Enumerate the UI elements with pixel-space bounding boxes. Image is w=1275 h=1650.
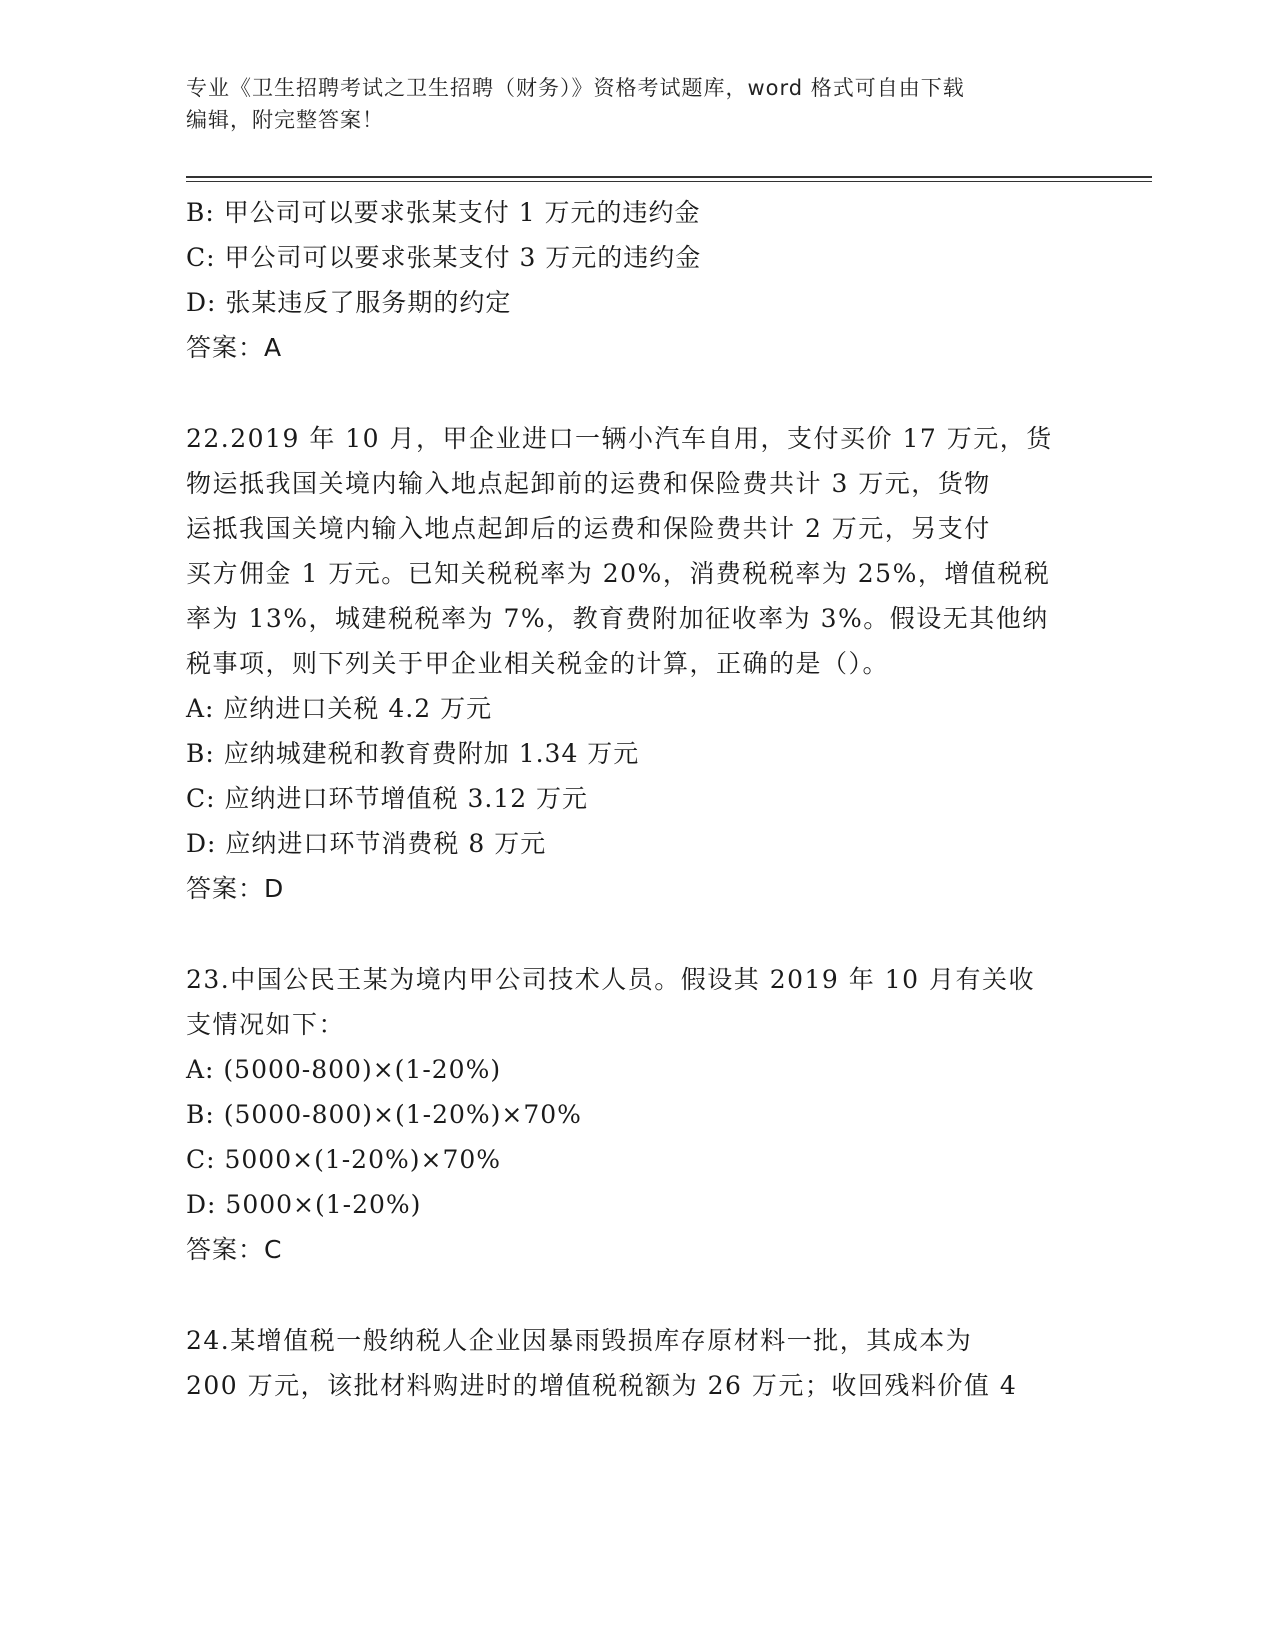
document-body (186, 190, 1086, 1408)
option-c: C: 应纳进口环节增值税 3.12 万元 (186, 784, 589, 813)
option-c: C: 甲公司可以要求张某支付 3 万元的违约金 (186, 243, 702, 272)
spacer (186, 911, 1086, 957)
question-stem-line: 率为 13%，城建税税率为 7%，教育费附加征收率为 3%。假设无其他纳 (186, 604, 1049, 633)
header-rule-thick (186, 176, 1152, 178)
header-line-1: 专业《卫生招聘考试之卫生招聘（财务）》资格考试题库，word 格式可自由下载 (186, 76, 965, 100)
spacer (186, 370, 1086, 416)
option-d: D: 应纳进口环节消费税 8 万元 (186, 829, 547, 858)
question-22 (186, 416, 1086, 911)
question-stem-line: 200 万元，该批材料购进时的增值税税额为 26 万元；收回残料价值 4 (186, 1371, 1018, 1400)
answer-line: 答案：C (186, 1235, 283, 1264)
answer-line: 答案：A (186, 333, 283, 362)
question-stem-line: 22.2019 年 10 月，甲企业进口一辆小汽车自用，支付买价 17 万元，货 (186, 424, 1053, 453)
question-23 (186, 957, 1086, 1272)
option-b: B: 甲公司可以要求张某支付 1 万元的违约金 (186, 198, 701, 227)
question-21-tail (186, 190, 1086, 370)
option-d: D: 张某违反了服务期的约定 (186, 288, 512, 317)
document-header (186, 72, 1066, 136)
option-a: A: 应纳进口关税 4.2 万元 (186, 694, 493, 723)
header-rule-thin (186, 181, 1152, 182)
option-b: B: (5000-800)×(1-20%)×70% (186, 1100, 582, 1129)
option-d: D: 5000×(1-20%) (186, 1190, 422, 1219)
question-stem-line: 物运抵我国关境内输入地点起卸前的运费和保险费共计 3 万元，货物 (186, 469, 991, 498)
question-stem-line: 23.中国公民王某为境内甲公司技术人员。假设其 2019 年 10 月有关收 (186, 965, 1035, 994)
option-c: C: 5000×(1-20%)×70% (186, 1145, 502, 1174)
answer-line: 答案：D (186, 874, 285, 903)
header-line-2: 编辑，附完整答案！ (186, 108, 384, 132)
question-stem-line: 运抵我国关境内输入地点起卸后的运费和保险费共计 2 万元，另支付 (186, 514, 991, 543)
spacer (186, 1272, 1086, 1318)
question-24 (186, 1318, 1086, 1408)
option-a: A: (5000-800)×(1-20%) (186, 1055, 502, 1084)
option-b: B: 应纳城建税和教育费附加 1.34 万元 (186, 739, 640, 768)
question-stem-line: 支情况如下： (186, 1010, 346, 1039)
question-stem-line: 买方佣金 1 万元。已知关税税率为 20%，消费税税率为 25%，增值税税 (186, 559, 1051, 588)
question-stem-line: 税事项，则下列关于甲企业相关税金的计算，正确的是（）。 (186, 649, 890, 678)
question-stem-line: 24.某增值税一般纳税人企业因暴雨毁损库存原材料一批，其成本为 (186, 1326, 973, 1355)
